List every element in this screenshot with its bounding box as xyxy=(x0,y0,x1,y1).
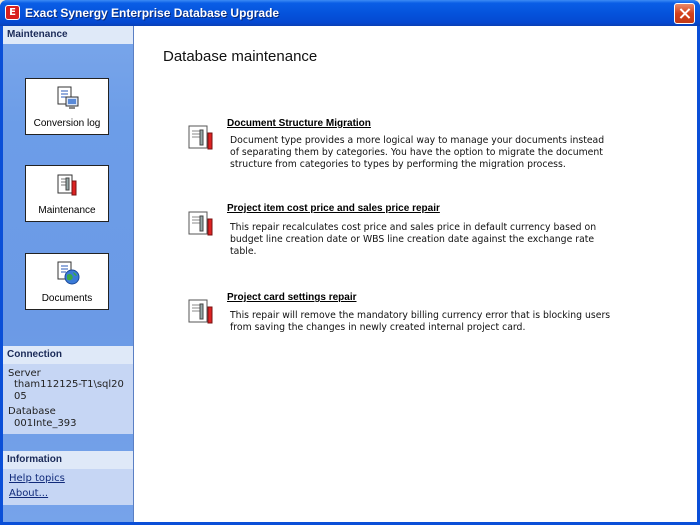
description-line: budget line creation date or WBS line creation date against the exchange rate xyxy=(230,234,595,245)
description-line: of separating them by categories. You have the option to migrate the document xyxy=(230,147,603,158)
server-value: tham112125-T1\sql20 xyxy=(14,379,124,390)
main-panel xyxy=(133,26,697,522)
conversion-log-label: Conversion log xyxy=(33,118,101,129)
conversion-log-button[interactable] xyxy=(25,78,109,135)
description-line: This repair recalculates cost price and sales price in default currency based on xyxy=(230,222,597,233)
documents-label: Documents xyxy=(41,293,93,304)
maintenance-tool-icon xyxy=(187,123,217,153)
sidebar xyxy=(3,26,133,522)
app-logo-icon: E xyxy=(5,5,20,20)
connection-panel xyxy=(3,364,133,434)
help-topics-link[interactable]: Help topics xyxy=(9,473,65,484)
maintenance-tool-icon xyxy=(187,297,217,327)
description-line: table. xyxy=(230,246,257,257)
project-card-settings-repair-description xyxy=(230,310,625,334)
database-label: Database xyxy=(8,406,56,417)
information-header: Information xyxy=(3,451,133,469)
description-line: structure from categories to types by performing the migration process. xyxy=(230,159,566,170)
log-icon xyxy=(55,85,81,111)
project-item-cost-price-repair-link[interactable]: Project item cost price and sales price repair xyxy=(227,203,440,214)
maintenance-tool-icon xyxy=(187,209,217,239)
project-item-cost-price-repair-description xyxy=(230,222,625,258)
close-button[interactable] xyxy=(674,3,695,24)
information-panel xyxy=(3,469,133,505)
documents-button[interactable] xyxy=(25,253,109,310)
title-bar[interactable] xyxy=(0,0,700,26)
document-structure-migration-description xyxy=(230,135,625,171)
server-value-continued: 05 xyxy=(14,391,27,402)
maintenance-label: Maintenance xyxy=(38,205,96,216)
database-value: 001Inte_393 xyxy=(14,418,77,429)
window-client xyxy=(3,26,697,522)
document-structure-migration-link[interactable]: Document Structure Migration xyxy=(227,118,371,129)
description-line: Document type provides a more logical way to manage your documents instead xyxy=(230,135,605,146)
project-card-settings-repair-link[interactable]: Project card settings repair xyxy=(227,292,357,303)
maintenance-button[interactable] xyxy=(25,165,109,222)
maintenance-header: Maintenance xyxy=(3,26,133,44)
window-title: Exact Synergy Enterprise Database Upgrade xyxy=(25,6,280,20)
page-title: Database maintenance xyxy=(163,48,318,65)
documents-globe-icon xyxy=(55,260,81,286)
maintenance-icon xyxy=(55,172,81,198)
about-link[interactable]: About... xyxy=(9,488,49,499)
server-label: Server xyxy=(8,368,41,379)
description-line: This repair will remove the mandatory billing currency error that is blocking users xyxy=(230,310,611,321)
description-line: from saving the changes in newly created internal project card. xyxy=(230,322,526,333)
connection-header: Connection xyxy=(3,346,133,364)
